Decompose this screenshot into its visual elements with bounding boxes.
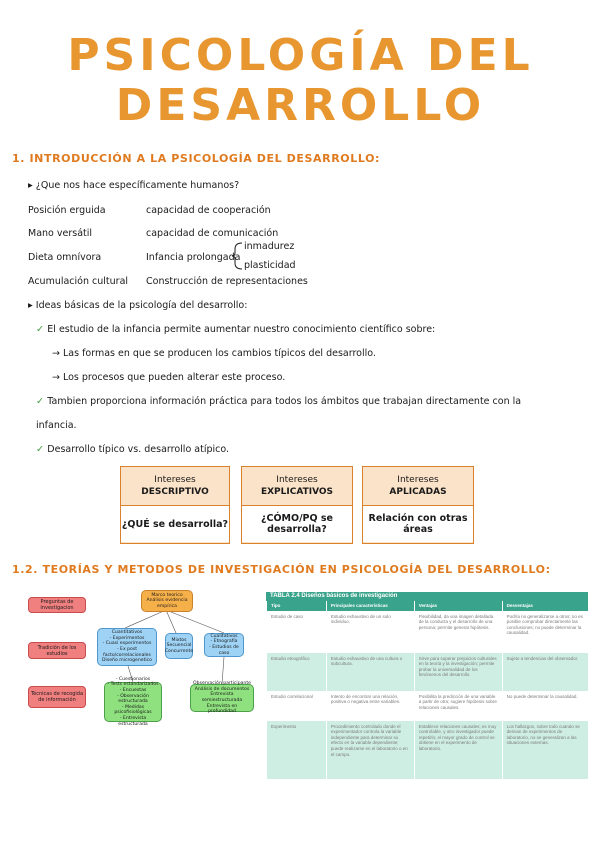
table-cell: Sujeto a tendencias del observador. <box>502 653 588 691</box>
pair-left-1: Posición erguida <box>28 205 106 216</box>
node-tecnicas-cualitativas: Observación participante Análisis de documentos Entrevista semiestructurada Entrevista en profundidad <box>190 684 254 712</box>
branch-plasticidad: plasticidad <box>244 260 296 271</box>
pair-left-3: Dieta omnívora <box>28 252 102 263</box>
table-cell: Estudio etnográfico <box>267 653 327 691</box>
node-cuantitativos: Cuantitativos - Experimentos - Cuasi experimentos - Ex post facto/correlacionales Diseño microgenetico <box>97 628 157 666</box>
interest-label: Intereses <box>154 475 196 485</box>
table-cell: Procedimiento controlado donde el experimentador controla la variable independiente para determinar su efecto en la variable dependiente; puede realizarse en el laboratorio o en el campo. <box>326 721 414 779</box>
branch-inmadurez: inmadurez <box>244 241 295 252</box>
interest-label: Intereses <box>397 475 439 485</box>
pair-right-3: Infancia prolongada <box>146 252 241 263</box>
arrow-icon: ▸ <box>28 180 36 191</box>
table-row <box>267 611 589 653</box>
table-header-cell: Principales características <box>326 601 414 611</box>
table-cell: Estudio exhaustivo de una cultura o subcultura. <box>326 653 414 691</box>
pair-right-4: Construcción de representaciones <box>146 276 308 287</box>
node-mixtos: Mixtos Secuencial Concurrente <box>165 633 193 659</box>
section2-heading: 1.2. TEORÍAS Y METODOS DE INVESTIGACIÓN EN PSICOLOGÍA DEL DESARROLLO: <box>12 563 551 576</box>
table-cell: Los hallazgos, sobre todo cuando se derivan de experimentos de laboratorio, no se generalizan a las situaciones externas. <box>502 721 588 779</box>
table-cell: Establece relaciones causales; es muy controlable, y otro investigador puede repetirlo; el mayor grado de control se obtiene en el experimento de laboratorio. <box>414 721 502 779</box>
table-cell: Estudio de caso <box>267 611 327 653</box>
pair-left-4: Acumulación cultural <box>28 276 129 287</box>
arrow-icon: ▸ <box>28 300 36 311</box>
table-cell: Sirve para superar prejuicios culturales en la teoría y la investigación; permite probar la universalidad de los fenómenos del desarrollo. <box>414 653 502 691</box>
table-caption: TABLA 2.4 Diseños básicos de investigación <box>266 592 588 601</box>
node-marco-teorico: Marco teorico Análisis evidencia empírica <box>141 590 193 612</box>
table-cell: Estudio correlacional <box>267 691 327 721</box>
table-row <box>267 691 589 721</box>
table-cell: Flexibilidad, da una imagen detallada de la conducta y el desarrollo de una persona; permite generar hipótesis. <box>414 611 502 653</box>
check-icon: ✓ <box>36 324 48 335</box>
node-tecnicas-cuantitativas: - Cuestionarios - Tests estandarizados - Encuestas - Observación estructurada - Medidas psicofisiológicas - Entrevista estructurada <box>104 682 162 722</box>
table-header-cell: Ventajas <box>414 601 502 611</box>
check-icon: ✓ <box>36 396 48 407</box>
interest-type: APLICADAS <box>389 487 447 497</box>
pair-right-2: capacidad de comunicación <box>146 228 279 239</box>
arrow-right-icon: → <box>52 372 63 383</box>
label-tradicion: Tradición de los estudios <box>28 642 86 659</box>
sub-point-2-text: Los procesos que pueden alterar este proceso. <box>62 372 286 383</box>
table-header-row <box>267 601 589 611</box>
ideas-title: Ideas básicas de la psicología del desarrollo: <box>35 300 248 311</box>
table-cell: Posibilita la predicción de una variable a partir de otra; sugiere hipótesis sobre relaciones causales. <box>414 691 502 721</box>
pair-right-1: capacidad de cooperación <box>146 205 271 216</box>
table-cell: Intento de encontrar una relación, positiva o negativa entre variables. <box>326 691 414 721</box>
table-header-cell: Desventajas <box>502 601 588 611</box>
idea-1-text: El estudio de la infancia permite aumentar nuestro conocimiento científico sobre: <box>47 324 436 335</box>
interest-question: Relación con otras áreas <box>363 505 473 542</box>
page-title-line2: DESARROLLO <box>115 80 486 131</box>
idea-2-text: Tambien proporciona información práctica para todos los ámbitos que trabajan directamente con la <box>47 396 522 407</box>
node-cualitativos: Cualitativos - Etnografía - Estudios de caso <box>204 633 244 657</box>
check-icon: ✓ <box>36 444 48 455</box>
label-tecnicas: Técnicas de recogida de información <box>28 686 86 708</box>
table-cell: Podría no generalizarse a otros; no es posible comprobar directamente las conclusiones; no puede determinar la causalidad. <box>502 611 588 653</box>
question-text: ¿Que nos hace específicamente humanos? <box>35 180 240 191</box>
table-cell: Experimento <box>267 721 327 779</box>
interest-type: EXPLICATIVOS <box>260 487 334 497</box>
section1-heading: 1. INTRODUCCIÓN A LA PSICOLOGÍA DEL DESARROLLO: <box>12 152 381 165</box>
table-row <box>267 653 589 691</box>
table-header-cell: Tipo <box>267 601 327 611</box>
arrow-right-icon: → <box>52 348 63 359</box>
table-cell: No puede determinar la causalidad. <box>502 691 588 721</box>
table-row <box>267 721 589 779</box>
table-cell: Estudio exhaustivo de un solo individuo. <box>326 611 414 653</box>
page-title-line1: PSICOLOGÍA DEL <box>67 30 534 81</box>
interest-type: DESCRIPTIVO <box>141 487 209 497</box>
label-preguntas: Preguntas de investigacion <box>28 597 86 613</box>
interest-question: ¿QUÉ se desarrolla? <box>121 505 229 542</box>
pair-left-2: Mano versátil <box>28 228 93 239</box>
sub-point-1-text: Las formas en que se producen los cambios típicos del desarrollo. <box>62 348 376 359</box>
research-designs-table <box>266 601 588 779</box>
idea-3-text: Desarrollo típico vs. desarrollo atípico. <box>47 444 230 455</box>
interest-label: Intereses <box>276 475 318 485</box>
interest-question: ¿CÓMO/PQ se desarrolla? <box>242 505 352 542</box>
idea-2-continued: infancia. <box>36 420 77 431</box>
